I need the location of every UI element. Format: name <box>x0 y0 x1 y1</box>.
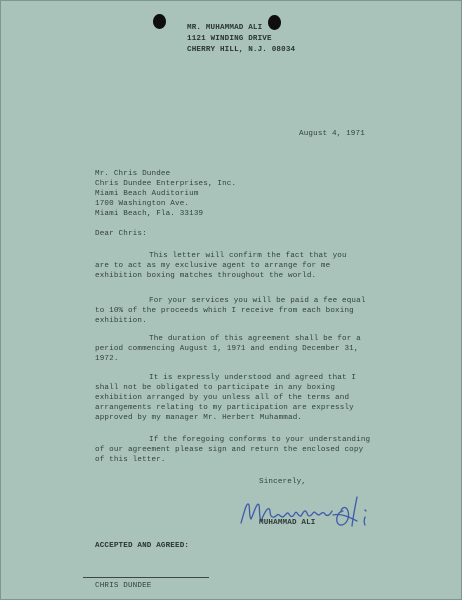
punch-hole <box>268 15 281 30</box>
paragraph-line: 1972. <box>95 355 119 363</box>
paragraph-line: to 10% of the proceeds which I receive from each boxing <box>95 307 354 315</box>
recipient-company: Chris Dundee Enterprises, Inc. <box>95 180 237 188</box>
punch-hole <box>153 14 166 29</box>
salutation: Dear Chris: <box>95 230 147 238</box>
paragraph-line: If the foregoing conforms to your understanding <box>149 436 371 444</box>
paragraph-line: This letter will confirm the fact that you <box>149 252 347 260</box>
paragraph-line: For your services you will be paid a fee equal <box>149 297 366 305</box>
paragraph-line: exhibition arranged by you unless all of the terms and <box>95 394 350 402</box>
paragraph-line: are to act as my exclusive agent to arrange for me <box>95 262 331 270</box>
paragraph-line: shall not be obligated to participate in any boxing <box>95 384 336 392</box>
paragraph-line: period commencing August 1, 1971 and ending December 31, <box>95 345 359 353</box>
paragraph-line: of this letter. <box>95 456 166 464</box>
letterhead-city: CHERRY HILL, N.J. 08034 <box>187 46 296 54</box>
letterhead-street: 1121 WINDING DRIVE <box>187 35 272 43</box>
paragraph-line: arrangements relating to my participation are expressly <box>95 404 354 412</box>
paragraph-line: It is expressly understood and agreed that I <box>149 374 357 382</box>
signer-name: MUHAMMAD ALI <box>259 519 316 527</box>
letterhead-name: MR. MUHAMMAD ALI <box>187 24 263 32</box>
recipient-city: Miami Beach, Fla. 33139 <box>95 210 204 218</box>
closing: Sincerely, <box>259 478 307 486</box>
recipient-name: Mr. Chris Dundee <box>95 170 171 178</box>
paragraph-line: approved by my manager Mr. Herbert Muhammad. <box>95 414 303 422</box>
countersigner-name: CHRIS DUNDEE <box>95 582 152 590</box>
letter-date: August 4, 1971 <box>299 130 365 138</box>
paragraph-line: of our agreement please sign and return the enclosed copy <box>95 446 364 454</box>
countersignature-line <box>83 577 209 578</box>
paragraph-line: exhibition boxing matches throughout the world. <box>95 272 317 280</box>
handwritten-signature <box>237 491 387 541</box>
paragraph-line: The duration of this agreement shall be for a <box>149 335 361 343</box>
paragraph-line: exhibition. <box>95 317 147 325</box>
recipient-street: 1700 Washington Ave. <box>95 200 190 208</box>
accepted-label: ACCEPTED AND AGREED: <box>95 542 190 550</box>
recipient-venue: Miami Beach Auditorium <box>95 190 199 198</box>
